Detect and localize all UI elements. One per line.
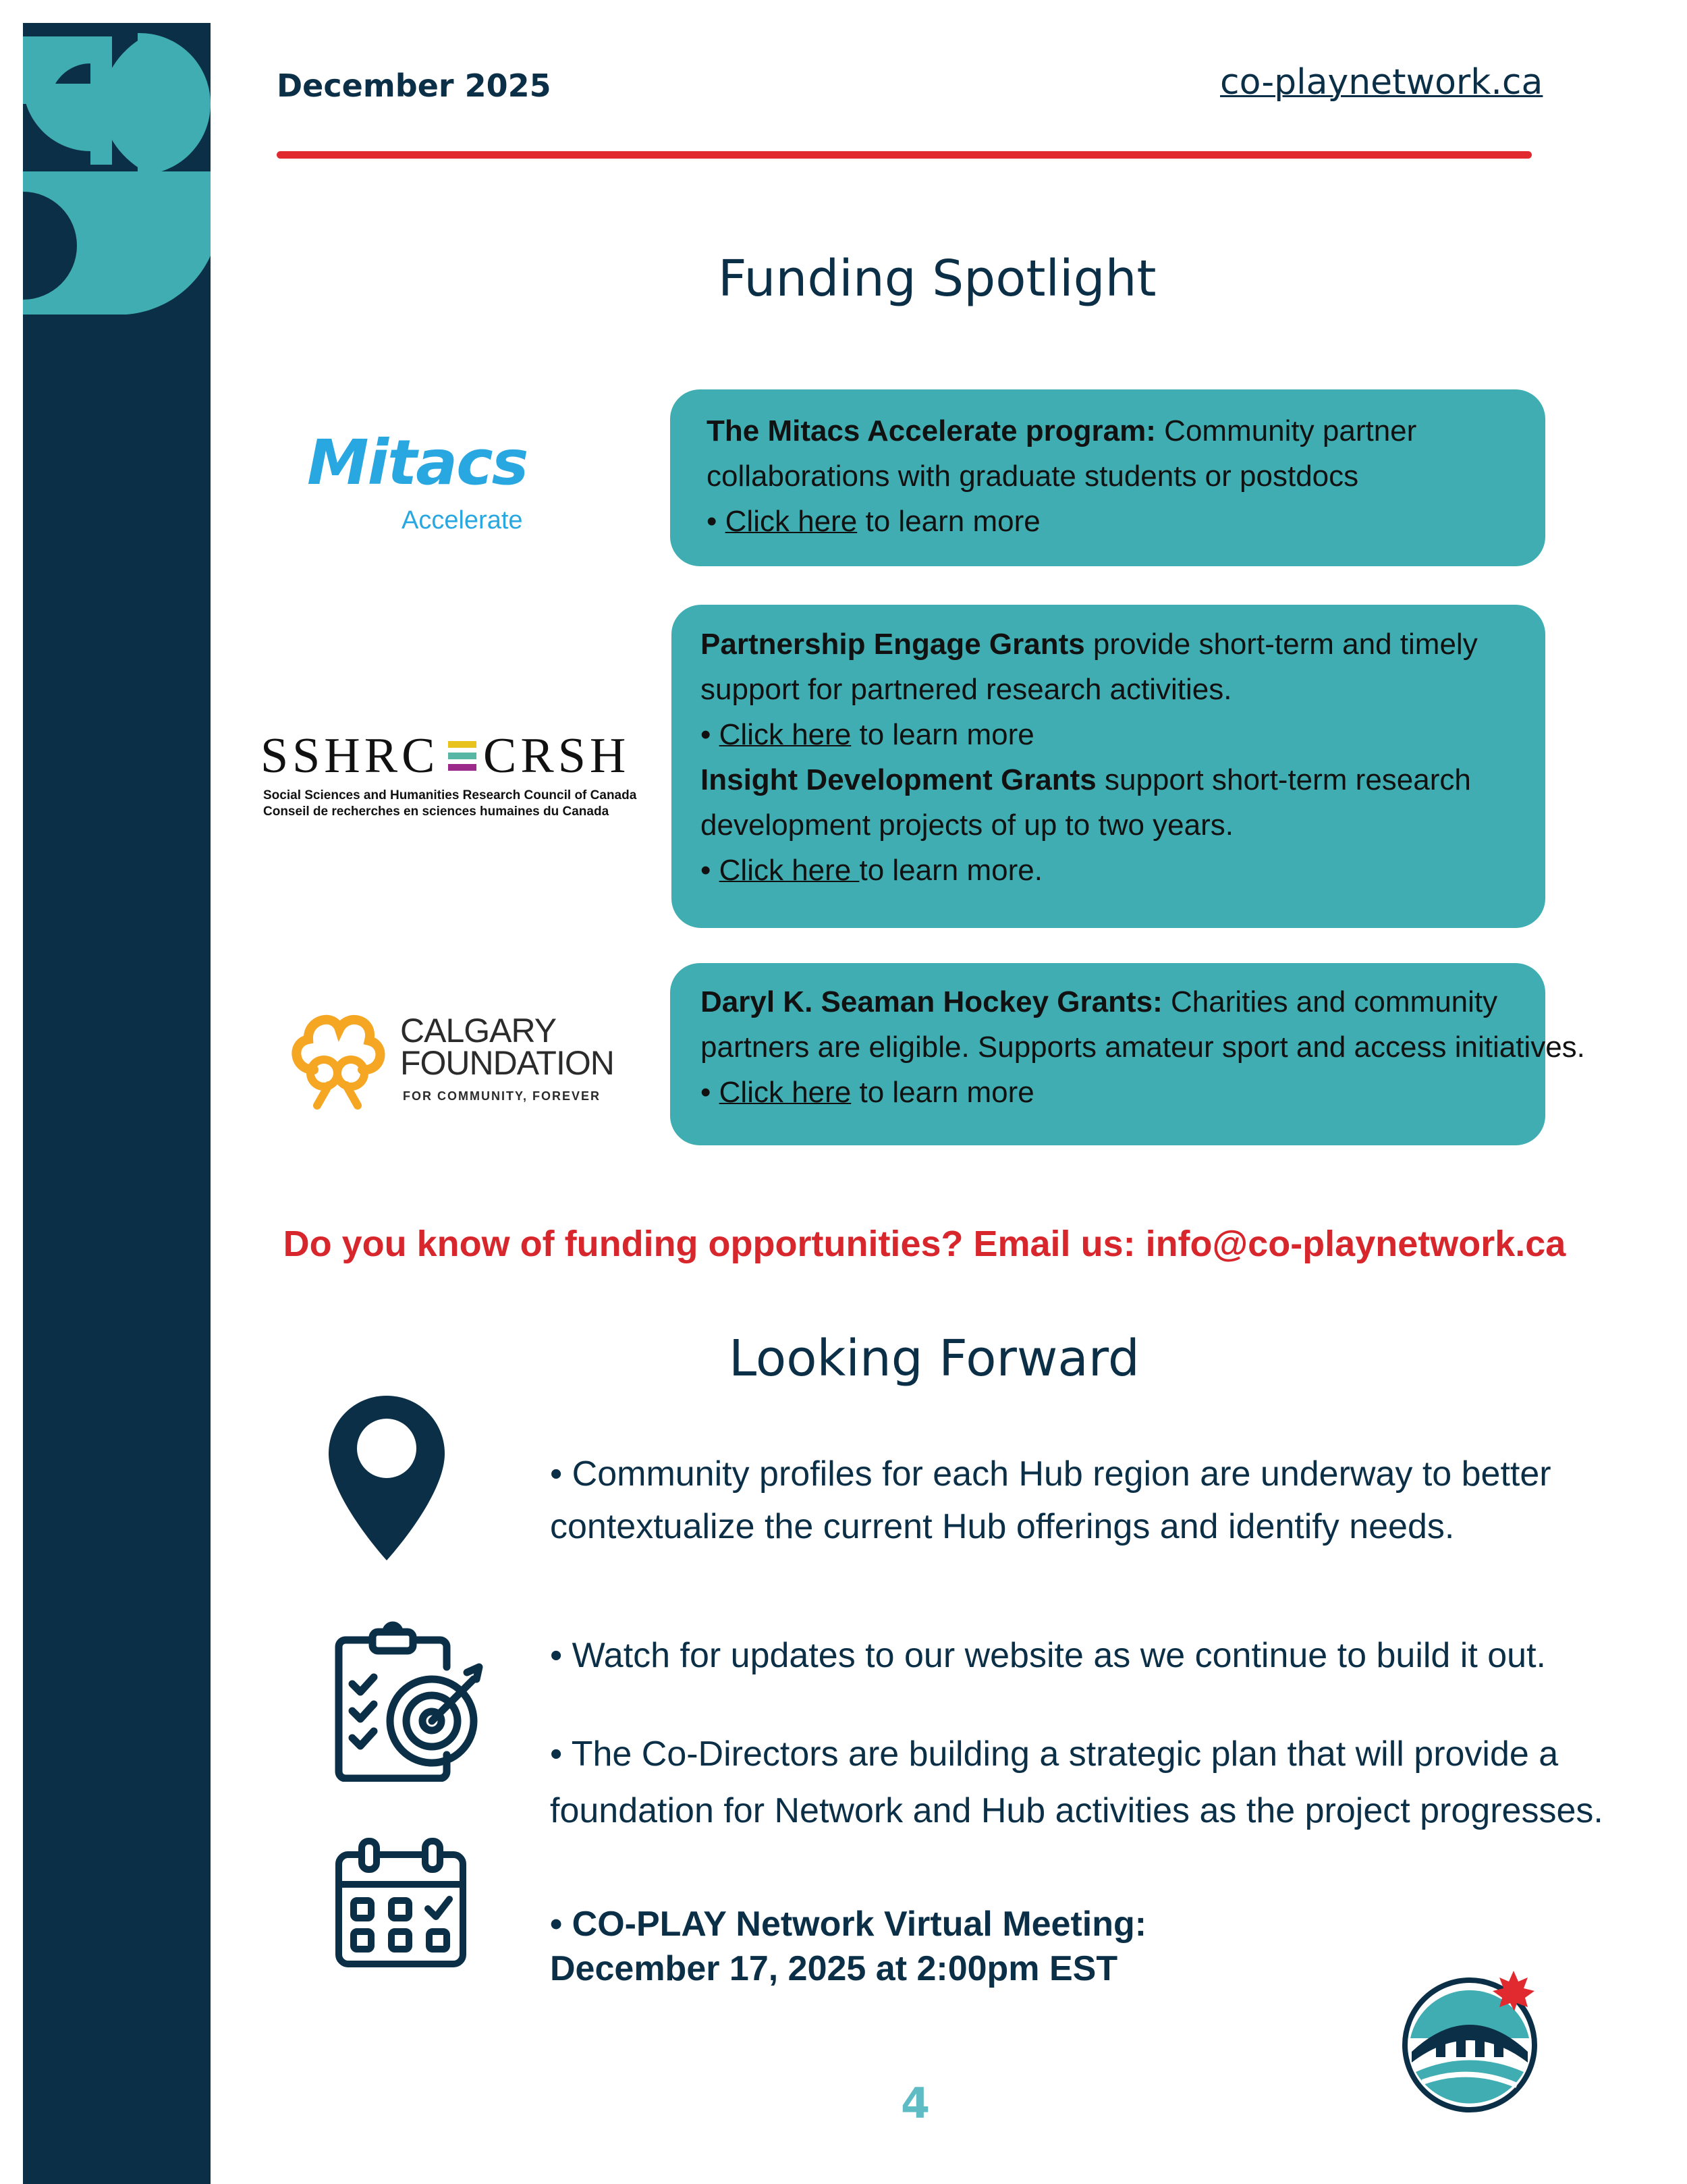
- funding-callout: Do you know of funding opportunities? Email us: info@co-playnetwork.ca: [283, 1224, 1566, 1264]
- calgary-line-3: [700, 1070, 1545, 1115]
- header-date: December 2025: [277, 67, 551, 104]
- sshrc-line-5: development projects of up to two years.: [700, 809, 1234, 842]
- calgary-logo-line1: CALGARY: [400, 1012, 557, 1049]
- sshrc-bold-2: Insight Development Grants: [700, 763, 1097, 796]
- mitacs-click-here-link[interactable]: Click here: [725, 505, 858, 538]
- mitacs-bullet: •: [707, 505, 725, 538]
- mitacs-logo: [307, 427, 550, 540]
- sidebar-band: [23, 23, 211, 2184]
- calgary-logo-tagline: FOR COMMUNITY, FOREVER: [403, 1089, 601, 1103]
- sshrc-line-3: [700, 712, 1545, 757]
- sshrc-logo-left: SSHRC: [260, 728, 439, 784]
- mitacs-line-3: [707, 499, 1545, 544]
- sshrc-engage-click-here-link[interactable]: Click here: [719, 718, 852, 751]
- calgary-line-1: [700, 979, 1545, 1025]
- calgary-cloud-icon: [287, 1006, 388, 1114]
- calgary-click-here-link[interactable]: Click here: [719, 1076, 852, 1109]
- sshrc-logo-right: CRSH: [483, 728, 630, 784]
- sshrc-bullet-2: •: [700, 854, 719, 887]
- sshrc-text-1a: provide short-term and timely: [1084, 628, 1478, 661]
- mitacs-line-2: collaborations with graduate students or postdocs: [707, 460, 1359, 493]
- calgary-text-1: Charities and community: [1162, 985, 1498, 1018]
- sshrc-insight-click-here-link[interactable]: Click here: [719, 854, 860, 887]
- mitacs-bold: The Mitacs Accelerate program:: [707, 414, 1156, 447]
- co-play-logo-icon: [1395, 1957, 1551, 2112]
- looking-item-1-line-2: contextualize the current Hub offerings and identify needs.: [550, 1507, 1455, 1546]
- looking-item-3-line-1: • The Co-Directors are building a strategic plan that will provide a: [550, 1735, 1559, 1774]
- website-link[interactable]: co-playnetwork.ca: [1220, 62, 1543, 103]
- looking-item-1-line-1: • Community profiles for each Hub region are underway to better: [550, 1454, 1551, 1494]
- looking-item-3: [550, 1726, 1603, 1839]
- calgary-card: [670, 963, 1585, 1145]
- sshrc-bold-1: Partnership Engage Grants: [700, 628, 1085, 661]
- calgary-foundation-logo: [287, 1006, 624, 1120]
- meeting-line-2: December 17, 2025 at 2:00pm EST: [550, 1949, 1118, 1988]
- location-pin-icon: [329, 1396, 445, 1560]
- looking-item-3-line-2: foundation for Network and Hub activities as the project progresses.: [550, 1791, 1603, 1830]
- sshrc-logo: [260, 729, 638, 823]
- sshrc-line-1: [700, 622, 1545, 667]
- sshrc-line-6: [700, 848, 1545, 893]
- page-number: 4: [901, 2079, 931, 2128]
- mitacs-logo-name: Mitacs: [307, 427, 528, 499]
- sshrc-after-1: to learn more: [851, 718, 1034, 751]
- sshrc-line-2: support for partnered research activities.: [700, 673, 1232, 706]
- header-divider: [277, 151, 1532, 159]
- looking-item-2: • Watch for updates to our website as we continue to build it out.: [550, 1636, 1546, 1675]
- mitacs-line-1: [707, 408, 1545, 454]
- meeting-line-1: • CO-PLAY Network Virtual Meeting:: [550, 1905, 1147, 1944]
- sshrc-logo-mark: [448, 741, 476, 771]
- sshrc-line-4: [700, 757, 1545, 802]
- decorative-shapes: [23, 23, 211, 315]
- calendar-icon: [333, 1836, 468, 1971]
- mitacs-logo-sub: Accelerate: [402, 506, 523, 535]
- sshrc-bullet-1: •: [700, 718, 719, 751]
- sshrc-logo-line1: Social Sciences and Humanities Research Council of Canada: [263, 788, 637, 802]
- meeting-announcement: [550, 1902, 1146, 1991]
- looking-item-1: [550, 1448, 1551, 1553]
- mitacs-card: [670, 389, 1545, 566]
- calgary-bullet: •: [700, 1076, 719, 1109]
- calgary-bold: Daryl K. Seaman Hockey Grants:: [700, 985, 1163, 1018]
- calgary-logo-line2: FOUNDATION: [400, 1044, 614, 1082]
- mitacs-text-1: Community partner: [1155, 414, 1417, 447]
- sshrc-card: [671, 605, 1545, 928]
- clipboard-target-icon: [332, 1620, 489, 1782]
- funding-title: Funding Spotlight: [718, 250, 1157, 308]
- sshrc-logo-line2: Conseil de recherches en sciences humaines du Canada: [263, 804, 609, 819]
- looking-forward-title: Looking Forward: [729, 1330, 1140, 1388]
- calgary-after: to learn more: [851, 1076, 1034, 1109]
- sshrc-after-2: to learn more.: [859, 854, 1043, 887]
- sshrc-text-2a: support short-term research: [1096, 763, 1471, 796]
- calgary-line-2: partners are eligible. Supports amateur sport and access initiatives.: [700, 1031, 1585, 1064]
- mitacs-after: to learn more: [857, 505, 1041, 538]
